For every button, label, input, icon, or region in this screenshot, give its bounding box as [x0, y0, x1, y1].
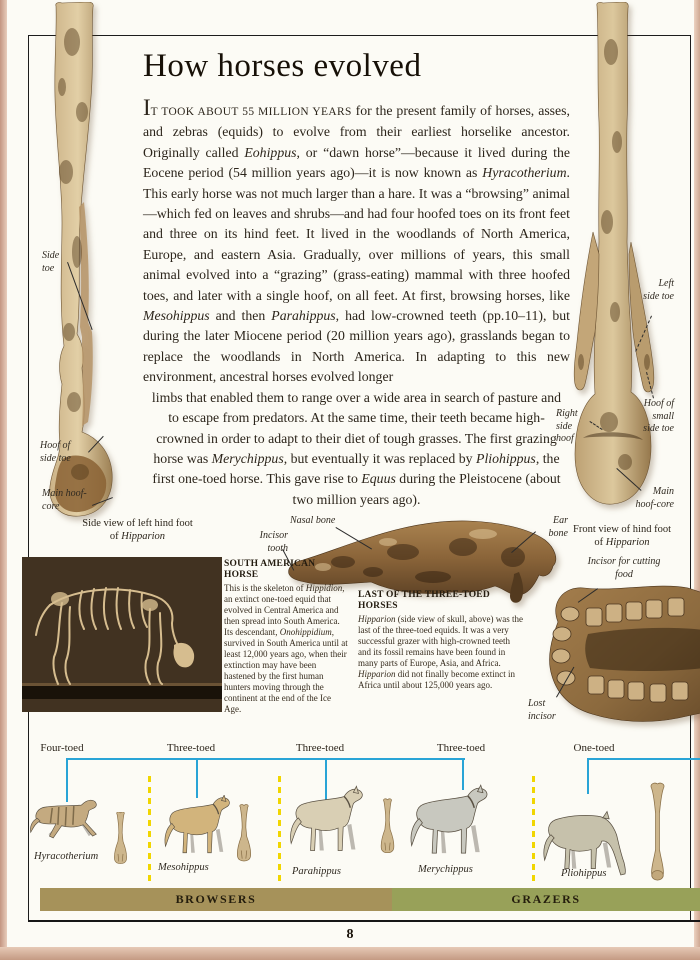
- label-right-side-hoof: Right side hoof: [556, 408, 578, 444]
- grazers-bar: GRAZERS: [392, 888, 700, 911]
- merychippus-foot-bone: [377, 786, 398, 866]
- species-name-hyracotherium: Hyracotherium: [34, 851, 99, 862]
- bracket-drop-2: [196, 758, 198, 798]
- page-title: How horses evolved: [143, 48, 422, 84]
- species-name-mesohippus: Mesohippus: [158, 862, 209, 873]
- label-incisor-tooth: Incisor tooth: [259, 530, 288, 554]
- label-ear-bone: Ear bone: [548, 515, 568, 539]
- footer-rule: [28, 920, 700, 922]
- timeline-bracket-browsers: [66, 758, 465, 760]
- merychippus-illustration: [403, 783, 511, 865]
- timeline-bracket-grazers: [587, 758, 700, 760]
- three-toed-horses-heading: LAST OF THE THREE-TOED HORSES: [358, 590, 490, 611]
- toe-label-four-toed: Four-toed: [40, 742, 84, 754]
- toe-label-three-toed-3: Three-toed: [436, 742, 486, 754]
- bracket-drop-1: [66, 758, 68, 802]
- three-toed-horses-box: [358, 590, 524, 691]
- three-toed-horses-body: Hipparion (side view of skull, above) was the last of the three-toed equids. It was a very successful grazer with high-crowned teeth and its fossil remains have been found in many parts of Europe, Asia, and Africa. Hipparion did not finally become extinct in Africa until about 125,000 years ago.: [358, 614, 523, 690]
- page-edge-bottom: [0, 947, 700, 960]
- hippidion-skeleton-photo: [22, 557, 222, 712]
- toe-label-one-toed: One-toed: [573, 742, 615, 754]
- species-name-parahippus: Parahippus: [292, 866, 342, 877]
- south-american-horse-heading: SOUTH AMERICAN HORSE: [224, 559, 316, 580]
- label-side-toe: Side toe: [42, 250, 60, 274]
- timeline-divider-1: [148, 776, 151, 884]
- label-main-hoof-core: Main hoof-core: [42, 488, 87, 512]
- parahippus-illustration: [283, 782, 385, 864]
- caption-side-foot: Side view of left hind foot of Hipparion: [82, 518, 193, 542]
- pliohippus-leg-bone: [645, 779, 670, 885]
- toe-label-three-toed-1: Three-toed: [166, 742, 216, 754]
- browsers-bar: BROWSERS: [40, 888, 392, 911]
- bracket-drop-5: [587, 758, 589, 794]
- caption-front-foot: Front view of hind foot of Hipparion: [573, 524, 671, 548]
- intro-paragraph-1: IT TOOK ABOUT 55 MILLION YEARS for the present family of horses, asses, and zebras (equids) to evolve from their earliest horselike ancestor. Originally called Eohippus, or “dawn horse”—because it lived during the Eocene period (54 million years ago)—it is now known as Hyracotherium. This early horse was not much larger than a hare. It was a “browsing” animal—which fed on leaves and shrubs—and had four hoofed toes on its front feet and three on its hind feet. It lived in the woodlands of North America, Europe, and eastern Asia. Gradually, over millions of years, this small animal evolved into a “grazing” (grass-eating) mammal with three hoofed toes, and later with a single hoof, on all feet. At first, browsing horses, like Mesohippus and then Parahippus, had low-crowned teeth (pp.10–11), but during the later Miocene period (20 million years ago), grasslands began to replace the woodlands in North America. In adapting to this new environment, ancestral horses evolved longer: [143, 95, 570, 385]
- label-incisor-for-cutting-food: Incisor for cutting food: [587, 556, 661, 580]
- species-name-pliohippus: Pliohippus: [561, 868, 607, 879]
- south-american-horse-body: This is the skeleton of Hippidion, an extinct one-toed equid that evolved in Central America and then spread into South America. Its descendant, Onohippidium, survived in South America until at least 12,000 years ago, when their extinction may have been hastened by the first human hunters moving through the continent at the end of the Ice Age.: [224, 583, 348, 714]
- page-edge-left: [0, 0, 7, 960]
- label-left-side-toe: Left side toe: [643, 278, 674, 302]
- label-hoof-of-side-toe: Hoof of side toe: [40, 440, 71, 464]
- intro-paragraph-2: limbs that enabled them to range over a wide area in search of pasture and to escape from predators. At the same time, their teeth became high-crowned in order to adapt to their diet of tough grasses. The first grazing horse was Merychippus, but eventually it was replaced by Pliohippus, the first one-toed horse. This gave rise to Equus during the Pleistocene (about two million years ago).: [151, 389, 562, 507]
- label-hoof-of-small-side-toe: Hoof of small side toe: [643, 398, 674, 434]
- hyracotherium-illustration: [26, 797, 116, 847]
- label-main-hoof-core-front: Main hoof-core: [635, 486, 674, 510]
- timeline-divider-2: [278, 776, 281, 884]
- mesohippus-foot-bone: [233, 804, 255, 862]
- label-nasal-bone: Nasal bone: [290, 515, 336, 526]
- toe-label-three-toed-2: Three-toed: [295, 742, 345, 754]
- page-number: 8: [346, 927, 354, 942]
- south-american-horse-box: [224, 559, 348, 715]
- hyracotherium-foot-bone: [110, 812, 131, 864]
- species-name-merychippus: Merychippus: [418, 864, 473, 875]
- page-edge-right: [694, 0, 700, 960]
- label-lost-incisor: Lost incisor: [528, 698, 556, 722]
- intro-text: [143, 95, 570, 510]
